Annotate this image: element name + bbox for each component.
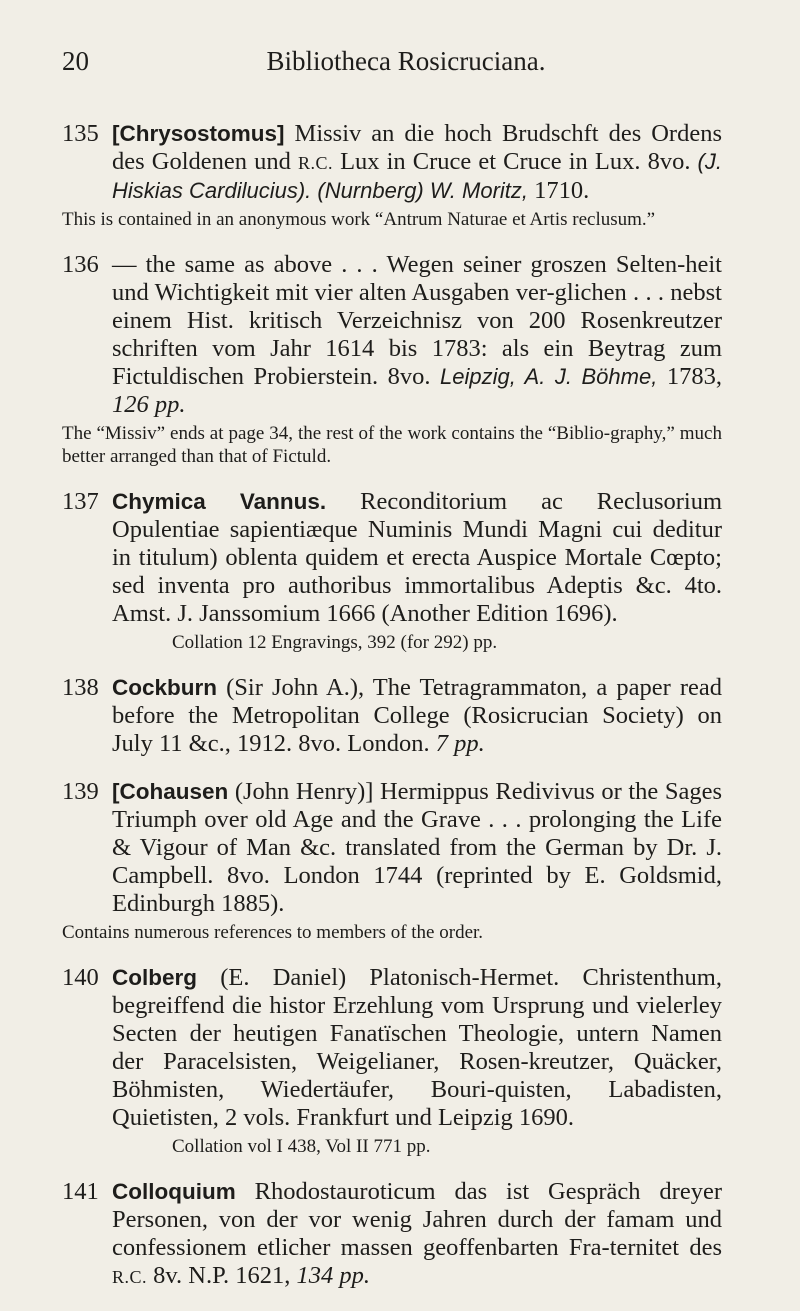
entry-title: — the same as above . . . Wegen seiner groszen Selten-heit und Wichtigkeit mit vier alten Ausgaben ver-glichen . . . nebst einem Hist. kritisch Verzeichnisz von 200 Rosenkreutzer schriften vom Jahr 1614 bis 1783: als ein Beytrag zum Fictuldischen Probierstein. 8vo.: [112, 251, 722, 390]
entry-number: 137: [62, 488, 99, 515]
entry-text: [62, 120, 722, 205]
entry-note: This is contained in an anonymous work “Antrum Naturae et Artis reclusum.”: [62, 209, 656, 230]
page-number: 20: [62, 46, 89, 76]
entry-number: 135: [62, 120, 99, 147]
entry-136: [62, 251, 722, 468]
entry-140: [62, 964, 722, 1158]
running-title: Bibliotheca Rosicruciana.: [266, 46, 546, 76]
rc-abbreviation: R.C.: [297, 153, 333, 173]
entry-collation: Collation vol I 438, Vol II 771 pp.: [172, 1136, 431, 1157]
bibliography-entries: [62, 120, 722, 1311]
entry-imprint: (J. Hiskias Cardilucius). (Nurnberg) W. Moritz,: [112, 149, 722, 203]
entry-title: Reconditorium ac Reclusorium Opulentiae sapientiæque Numinis Mundi Magni cui deditur in titulum) oblenta quidem et erecta Auspice Mortale Cœpto; sed inventa pro authoribus immortalibus Adeptis &c. 4to. Amst. J. Janssomium 1666 (Another Edition 1696).: [112, 488, 722, 627]
entry-text: [62, 488, 722, 628]
entry-text: [62, 674, 722, 758]
entry-title-cont: 8v. N.P. 1621,: [147, 1262, 297, 1289]
entry-number: 139: [62, 778, 99, 805]
entry-141: [62, 1178, 722, 1291]
entry-author: Chymica Vannus.: [112, 489, 327, 514]
entry-note: Contains numerous references to members of the order.: [62, 922, 484, 943]
entry-author: Colberg: [112, 965, 198, 990]
entry-note: The “Missiv” ends at page 34, the rest of the work contains the “Biblio-graphy,” much better arranged than that of Fictuld.: [62, 423, 722, 467]
entry-pages: 7 pp.: [435, 730, 485, 757]
entry-collation: Collation 12 Engravings, 392 (for 292) pp.: [172, 632, 498, 653]
entry-135: [62, 120, 722, 231]
entry-title: Rhodostauroticum das ist Gespräch dreyer Personen, von der vor wenig Jahren durch der famam und confessionem etlicher massen geoffenbarten Fra-ternitet des: [112, 1178, 722, 1261]
entry-title-cont: Lux in Cruce et Cruce in Lux. 8vo.: [332, 148, 698, 175]
entry-text: [62, 1178, 722, 1291]
entry-pages: 134 pp.: [296, 1262, 371, 1289]
entry-number: 141: [62, 1178, 99, 1205]
entry-title: (Sir John A.), The Tetragrammaton, a paper read before the Metropolitan College (Rosicrucian Society) on July 11 &c., 1912. 8vo. London.: [112, 674, 722, 757]
entry-text: [62, 778, 722, 918]
entry-author: [Chrysostomus]: [112, 121, 285, 146]
entry-author: Cockburn: [112, 675, 218, 700]
entry-title: (John Henry)] Hermippus Redivivus or the Sages Triumph over old Age and the Grave . . . prolonging the Life & Vigour of Man &c. translated from the German by Dr. J. Campbell. 8vo. London 1744 (reprinted by E. Goldsmid, Edinburgh 1885).: [112, 778, 722, 917]
entry-year: 1783,: [657, 363, 722, 390]
entry-138: [62, 674, 722, 758]
entry-imprint: Leipzig, A. J. Böhme,: [440, 364, 658, 389]
entry-author: [Cohausen: [112, 779, 229, 804]
rc-abbreviation: R.C.: [112, 1267, 148, 1287]
entry-text: [62, 251, 722, 419]
entry-number: 140: [62, 964, 99, 991]
entry-137: [62, 488, 722, 654]
entry-year: 1710.: [528, 177, 590, 204]
entry-title: Missiv an die hoch Brudschft des Ordens des Goldenen und: [112, 120, 722, 175]
entry-author: Colloquium: [112, 1179, 236, 1204]
entry-number: 136: [62, 251, 99, 278]
entry-number: 138: [62, 674, 99, 701]
entry-text: [62, 964, 722, 1132]
entry-139: [62, 778, 722, 944]
entry-pages: 126 pp.: [112, 391, 186, 418]
entry-title: (E. Daniel) Platonisch-Hermet. Christenthum, begreiffend die histor Erzehlung vom Ursprung und vielerley Secten der heutigen Fanatïschen Theologie, untern Namen der Paracelsisten, Weigelianer, Rosen-kreutzer, Quäcker, Böhmisten, Wiedertäufer, Bouri-quisten, Labadisten, Quietisten, 2 vols. Frankfurt und Leipzig 1690.: [112, 964, 722, 1131]
running-head: [62, 46, 720, 86]
